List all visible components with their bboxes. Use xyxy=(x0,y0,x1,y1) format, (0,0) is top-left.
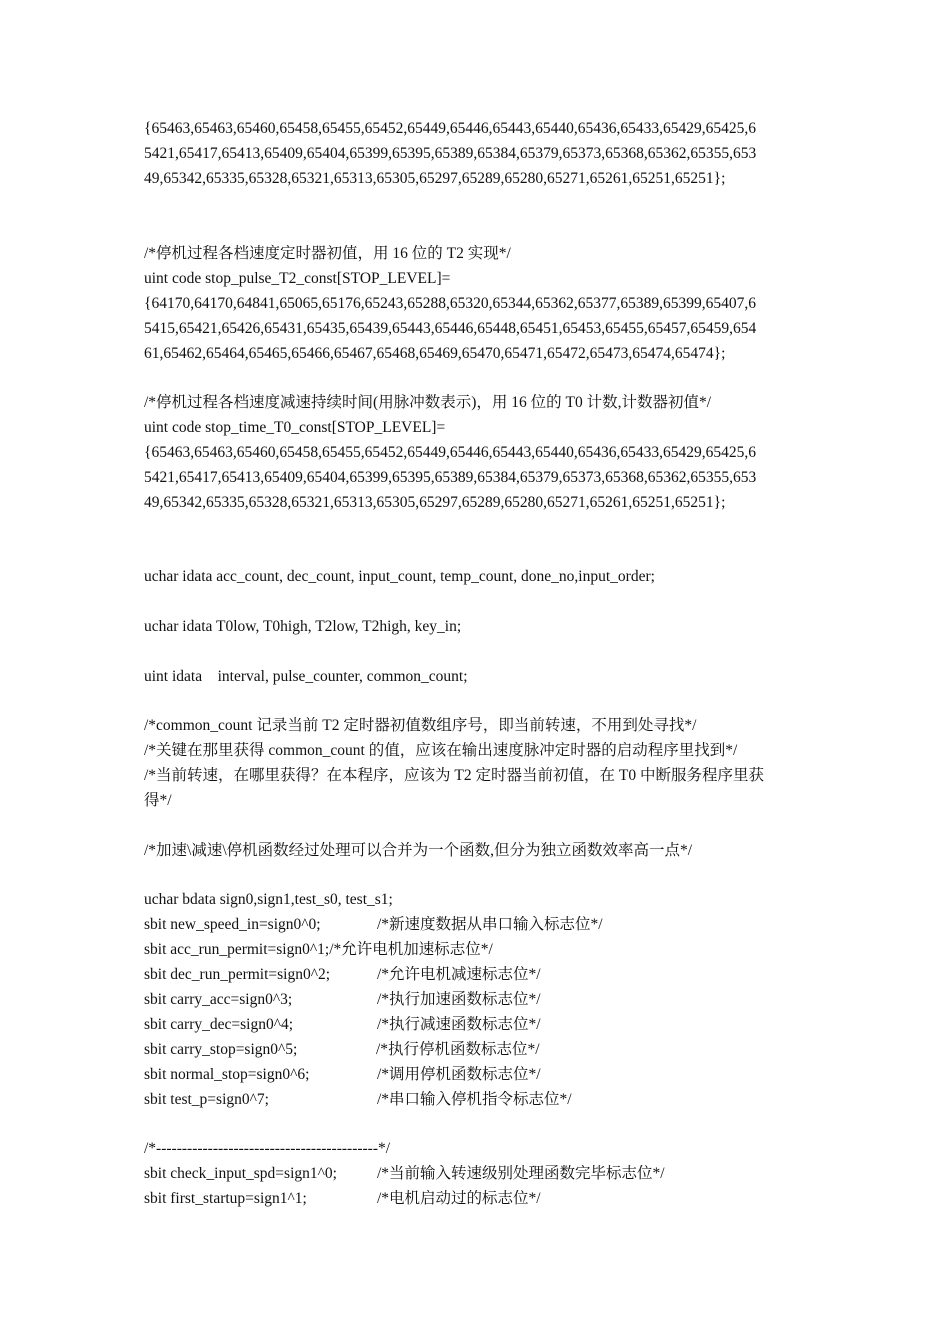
sbit-comment: /*调用停机函数标志位*/ xyxy=(377,1066,541,1083)
sbit-comment: /*允许电机减速标志位*/ xyxy=(377,966,541,983)
sbit-comment: /*电机启动过的标志位*/ xyxy=(377,1190,541,1207)
sbit-row xyxy=(144,987,814,1012)
code-line: 49,65342,65335,65328,65321,65313,65305,65297,65289,65280,65271,65261,65251,65251}; xyxy=(144,170,726,187)
code-comment: /*当前转速，在哪里获得？在本程序，应该为 T2 定时器当前初值，在 T0 中断服务程序里获 xyxy=(144,767,764,784)
array-values-continued xyxy=(144,116,814,191)
common-count-comments xyxy=(144,713,814,813)
code-line: uint code stop_time_T0_const[STOP_LEVEL]= xyxy=(144,419,446,436)
idata-declaration xyxy=(144,564,814,589)
stop-pulse-t2-const-block xyxy=(144,241,814,366)
code-line: 5415,65421,65426,65431,65435,65439,65443,65446,65448,65451,65453,65455,65457,65459,654 xyxy=(144,320,757,337)
separator-comment xyxy=(144,1136,814,1161)
code-comment: /*停机过程各档速度减速持续时间(用脉冲数表示)，用 16 位的 T0 计数,计数器初值*/ xyxy=(144,394,712,411)
code-line: uchar idata acc_count, dec_count, input_count, temp_count, done_no,input_order; xyxy=(144,568,655,585)
stop-time-t0-const-block xyxy=(144,390,814,515)
sbit-row xyxy=(144,1186,814,1211)
sbit-comment: /*串口输入停机指令标志位*/ xyxy=(377,1091,572,1108)
sbit-comment: /*新速度数据从串口输入标志位*/ xyxy=(377,916,603,933)
code-line: uchar idata T0low, T0high, T2low, T2high, key_in; xyxy=(144,618,462,635)
sbit-row xyxy=(144,962,814,987)
sbit-code: sbit dec_run_permit=sign0^2; xyxy=(144,966,331,983)
code-line: uint idata interval, pulse_counter, common_count; xyxy=(144,668,468,685)
idata-declaration xyxy=(144,614,814,639)
code-comment: /*关键在那里获得 common_count 的值，应该在输出速度脉冲定时器的启动程序里找到*/ xyxy=(144,742,738,759)
sbit-code: sbit test_p=sign0^7; xyxy=(144,1091,269,1108)
sbit-comment: /*执行减速函数标志位*/ xyxy=(377,1016,541,1033)
sign0-sbit-list xyxy=(144,912,814,1112)
code-comment: /*加速\减速\停机函数经过处理可以合并为一个函数,但分为独立函数效率高一点*/ xyxy=(144,842,693,859)
code-comment: /*common_count 记录当前 T2 定时器初值数组序号，即当前转速，不用到处寻找*/ xyxy=(144,717,697,734)
code-line: 49,65342,65335,65328,65321,65313,65305,65297,65289,65280,65271,65261,65251,65251}; xyxy=(144,494,726,511)
bdata-declaration xyxy=(144,887,814,912)
sbit-code: sbit acc_run_permit=sign0^1;/*允许电机加速标志位*/ xyxy=(144,941,493,958)
function-merge-comment xyxy=(144,838,814,863)
code-line: {64170,64170,64841,65065,65176,65243,65288,65320,65344,65362,65377,65389,65399,65407,6 xyxy=(144,295,756,312)
code-line: 61,65462,65464,65465,65466,65467,65468,65469,65470,65471,65472,65473,65474,65474}; xyxy=(144,345,726,362)
sbit-comment: /*执行加速函数标志位*/ xyxy=(377,991,541,1008)
sbit-comment: /*执行停机函数标志位*/ xyxy=(376,1041,540,1058)
sbit-code: sbit check_input_spd=sign1^0; xyxy=(144,1165,337,1182)
sbit-code: sbit carry_dec=sign0^4; xyxy=(144,1016,294,1033)
sbit-row xyxy=(144,1012,814,1037)
code-comment: /*停机过程各档速度定时器初值，用 16 位的 T2 实现*/ xyxy=(144,245,511,262)
code-line: uchar bdata sign0,sign1,test_s0, test_s1; xyxy=(144,891,393,908)
code-line: {65463,65463,65460,65458,65455,65452,65449,65446,65443,65440,65436,65433,65429,65425,6 xyxy=(144,120,756,137)
code-separator: /*-------------------------------------------*/ xyxy=(144,1140,391,1157)
code-line: 5421,65417,65413,65409,65404,65399,65395,65389,65384,65379,65373,65368,65362,65355,653 xyxy=(144,145,757,162)
code-line: {65463,65463,65460,65458,65455,65452,65449,65446,65443,65440,65436,65433,65429,65425,6 xyxy=(144,444,756,461)
sbit-row xyxy=(144,1087,814,1112)
sbit-comment: /*当前输入转速级别处理函数完毕标志位*/ xyxy=(377,1165,665,1182)
code-line: uint code stop_pulse_T2_const[STOP_LEVEL]= xyxy=(144,270,451,287)
sbit-row xyxy=(144,1037,814,1062)
sbit-row xyxy=(144,1161,814,1186)
code-line: 5421,65417,65413,65409,65404,65399,65395,65389,65384,65379,65373,65368,65362,65355,653 xyxy=(144,469,757,486)
sbit-row xyxy=(144,1062,814,1087)
sbit-code: sbit normal_stop=sign0^6; xyxy=(144,1066,310,1083)
sbit-code: sbit new_speed_in=sign0^0; xyxy=(144,916,321,933)
sbit-code: sbit first_startup=sign1^1; xyxy=(144,1190,307,1207)
sbit-row xyxy=(144,912,814,937)
code-comment: 得*/ xyxy=(144,792,172,809)
sign1-sbit-list xyxy=(144,1161,814,1211)
idata-declaration xyxy=(144,664,814,689)
sbit-row xyxy=(144,937,814,962)
sbit-code: sbit carry_stop=sign0^5; xyxy=(144,1041,298,1058)
sbit-code: sbit carry_acc=sign0^3; xyxy=(144,991,293,1008)
